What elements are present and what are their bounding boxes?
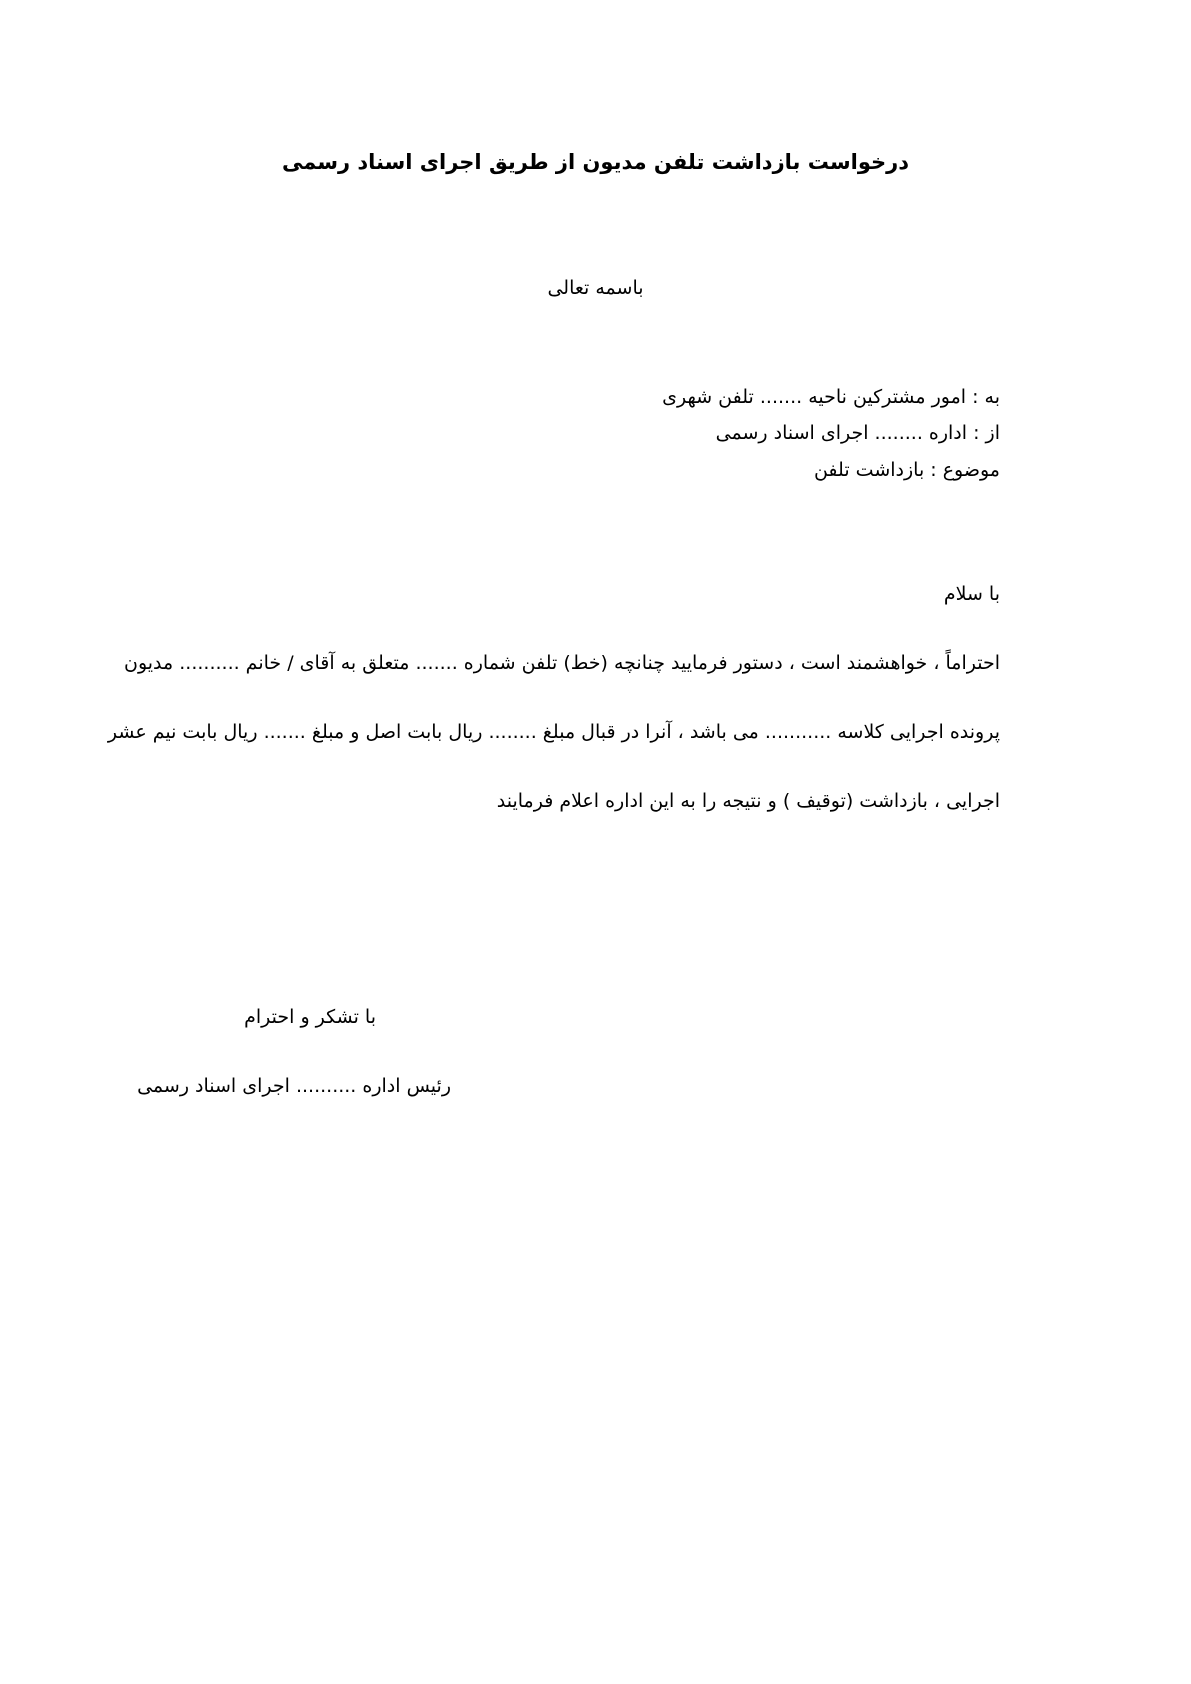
- body-line-1: احتراماً ، خواهشمند است ، دستور فرمایید چنانچه (خط) تلفن شماره ....... متعلق به آقای / خانم .......... مدیون: [124, 652, 1000, 674]
- greeting-line: با سلام: [943, 583, 1000, 605]
- document-title: درخواست بازداشت تلفن مدیون از طریق اجرای اسناد رسمی: [282, 150, 909, 174]
- signature-line: رئیس اداره .......... اجرای اسناد رسمی: [137, 1075, 451, 1097]
- closing-line: با تشکر و احترام: [244, 1006, 376, 1028]
- subject-line: موضوع : بازداشت تلفن: [813, 459, 1000, 481]
- body-line-3: اجرایی ، بازداشت (توقیف ) و نتیجه را به این اداره اعلام فرمایند: [496, 790, 1000, 812]
- body-line-2: پرونده اجرایی کلاسه ........... می باشد ، آنرا در قبال مبلغ ........ ریال بابت اصل و مبلغ ....... ریال بابت نیم عشر: [107, 721, 1000, 743]
- recipient-line: به : امور مشترکین ناحیه ....... تلفن شهری: [662, 386, 1000, 408]
- bismillah-heading: باسمه تعالی: [547, 277, 644, 299]
- sender-line: از : اداره ........ اجرای اسناد رسمی: [715, 422, 1000, 444]
